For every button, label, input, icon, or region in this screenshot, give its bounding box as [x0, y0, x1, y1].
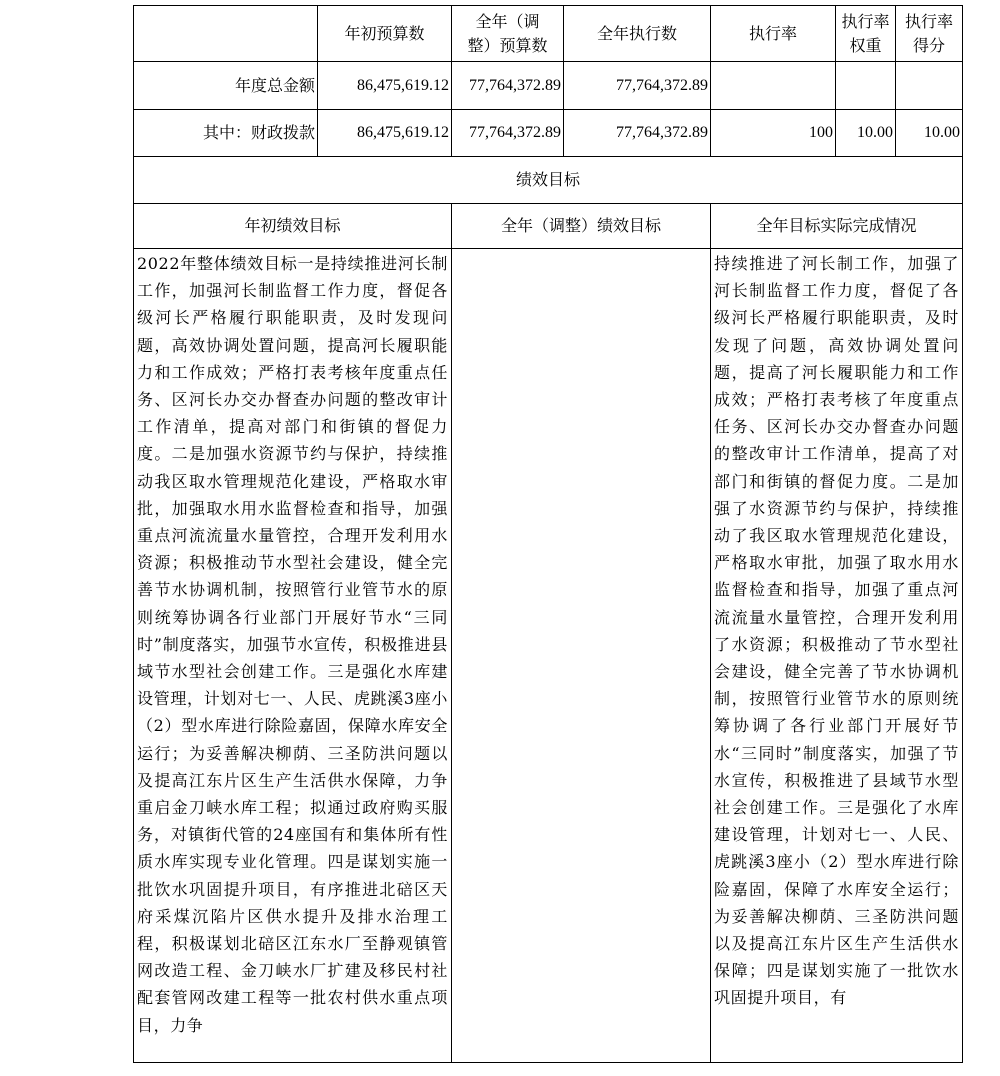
goals-column-header-row [134, 204, 963, 249]
header-execution-rate: 执行率 [711, 6, 836, 62]
fiscal-executed-value: 77,764,372.89 [564, 110, 711, 157]
initial-goals-cell [134, 249, 452, 1063]
adjusted-goals-cell [452, 249, 711, 1063]
fiscal-allocation-row [134, 110, 963, 157]
total-executed-value: 77,764,372.89 [564, 62, 711, 110]
header-budget-adjusted-line1: 全年（调 [475, 11, 540, 31]
header-budget-initial: 年初预算数 [318, 6, 452, 62]
fiscal-weight-value: 10.00 [836, 110, 896, 157]
initial-goals-text: 2022年整体绩效目标一是持续推进河长制工作，加强河长制监督工作力度，督促各级河长严格履行职能职责，及时发现问题，高效协调处置问题，提高河长履职能力和工作成效；严格打表考核年度重点任务、区河长办交办督查办问题的整改审计工作清单，提高对部门和街镇的督促力度。二是加强水资源节约与保护，持续推动我区取水管理规范化建设，严格取水审批，加强取水用水监督检查和指导，加强重点河流流量水量管控，合理开发利用水资源；积极推动节水型社会建设，健全完善节水协调机制，按照管行业管节水的原则统筹协调各行业部门开展好节水“三同时”制度落实，加强节水宣传，积极推进县域节水型社会创建工作。三是强化水库建设管理，计划对七一、人民、虎跳溪3座小（2）型水库进行除险嘉固，保障水库安全运行；为妥善解决柳荫、三圣防洪问题以及提高江东片区生产生活供水保障，力争重启金刀峡水库工程；拟通过政府购买服务，对镇街代管的24座国有和集体所有性质水库实现专业化管理。四是谋划实施一批饮水巩固提升项目，有序推进北碚区天府采煤沉陷片区供水提升及排水治理工程，积极谋划北碚区江东水厂至静观镇管网改造工程、金刀峡水厂扩建及移民村社配套管网改建工程等一批农村供水重点项目，力争 [137, 254, 448, 1035]
header-execution-total: 全年执行数 [564, 6, 711, 62]
header-rate-score-line1: 执行率 [904, 11, 953, 31]
goals-col-adjusted: 全年（调整）绩效目标 [452, 204, 711, 249]
header-rate-score [896, 6, 963, 62]
header-budget-adjusted-line2: 整）预算数 [467, 35, 548, 55]
fiscal-initial-value: 86,475,619.12 [318, 110, 452, 157]
actual-completion-cell [711, 249, 963, 1063]
goals-col-initial: 年初绩效目标 [134, 204, 452, 249]
header-row [134, 6, 963, 62]
total-initial-value: 86,475,619.12 [318, 62, 452, 110]
header-rate-weight-line1: 执行率 [841, 11, 890, 31]
header-blank-cell [134, 6, 318, 62]
total-adjusted-value: 77,764,372.89 [452, 62, 564, 110]
header-rate-weight-line2: 权重 [849, 35, 882, 55]
total-rate-value [711, 62, 836, 110]
total-score-value [896, 62, 963, 110]
fiscal-rate-value: 100 [711, 110, 836, 157]
performance-goals-title: 绩效目标 [134, 157, 963, 204]
header-budget-adjusted [452, 6, 564, 62]
fiscal-allocation-label: 其中：财政拨款 [134, 110, 318, 157]
performance-goals-section-row [134, 157, 963, 204]
fiscal-adjusted-value: 77,764,372.89 [452, 110, 564, 157]
adjusted-goals-text [452, 249, 710, 1062]
total-amount-label: 年度总金额 [134, 62, 318, 110]
total-amount-row [134, 62, 963, 110]
header-rate-score-line2: 得分 [912, 35, 945, 55]
budget-performance-table [133, 5, 963, 1063]
total-weight-value [836, 62, 896, 110]
goals-body-row [134, 249, 963, 1063]
actual-completion-text: 持续推进了河长制工作，加强了河长制监督工作力度，督促了各级河长严格履行职能职责，及时发现了问题，高效协调处置问题，提高了河长履职能力和工作成效；严格打表考核了年度重点任务、区河长办交办督查办问题的整改审计工作清单，提高了对部门和街镇的督促力度。二是加强了水资源节约与保护，持续推动了我区取水管理规范化建设，严格取水审批，加强了取水用水监督检查和指导，加强了重点河流流量水量管控，合理开发利用了水资源；积极推动了节水型社会建设，健全完善了节水协调机制，按照管行业管节水的原则统筹协调了各行业部门开展好节水“三同时”制度落实，加强了节水宣传，积极推进了县域节水型社会创建工作。三是强化了水库建设管理，计划对七一、人民、虎跳溪3座小（2）型水库进行除险嘉固，保障了水库安全运行；为妥善解决柳荫、三圣防洪问题以及提高江东片区生产生活供水保障；四是谋划实施了一批饮水巩固提升项目，有 [714, 254, 959, 1008]
header-rate-weight [836, 6, 896, 62]
fiscal-score-value: 10.00 [896, 110, 963, 157]
goals-col-actual: 全年目标实际完成情况 [711, 204, 963, 249]
